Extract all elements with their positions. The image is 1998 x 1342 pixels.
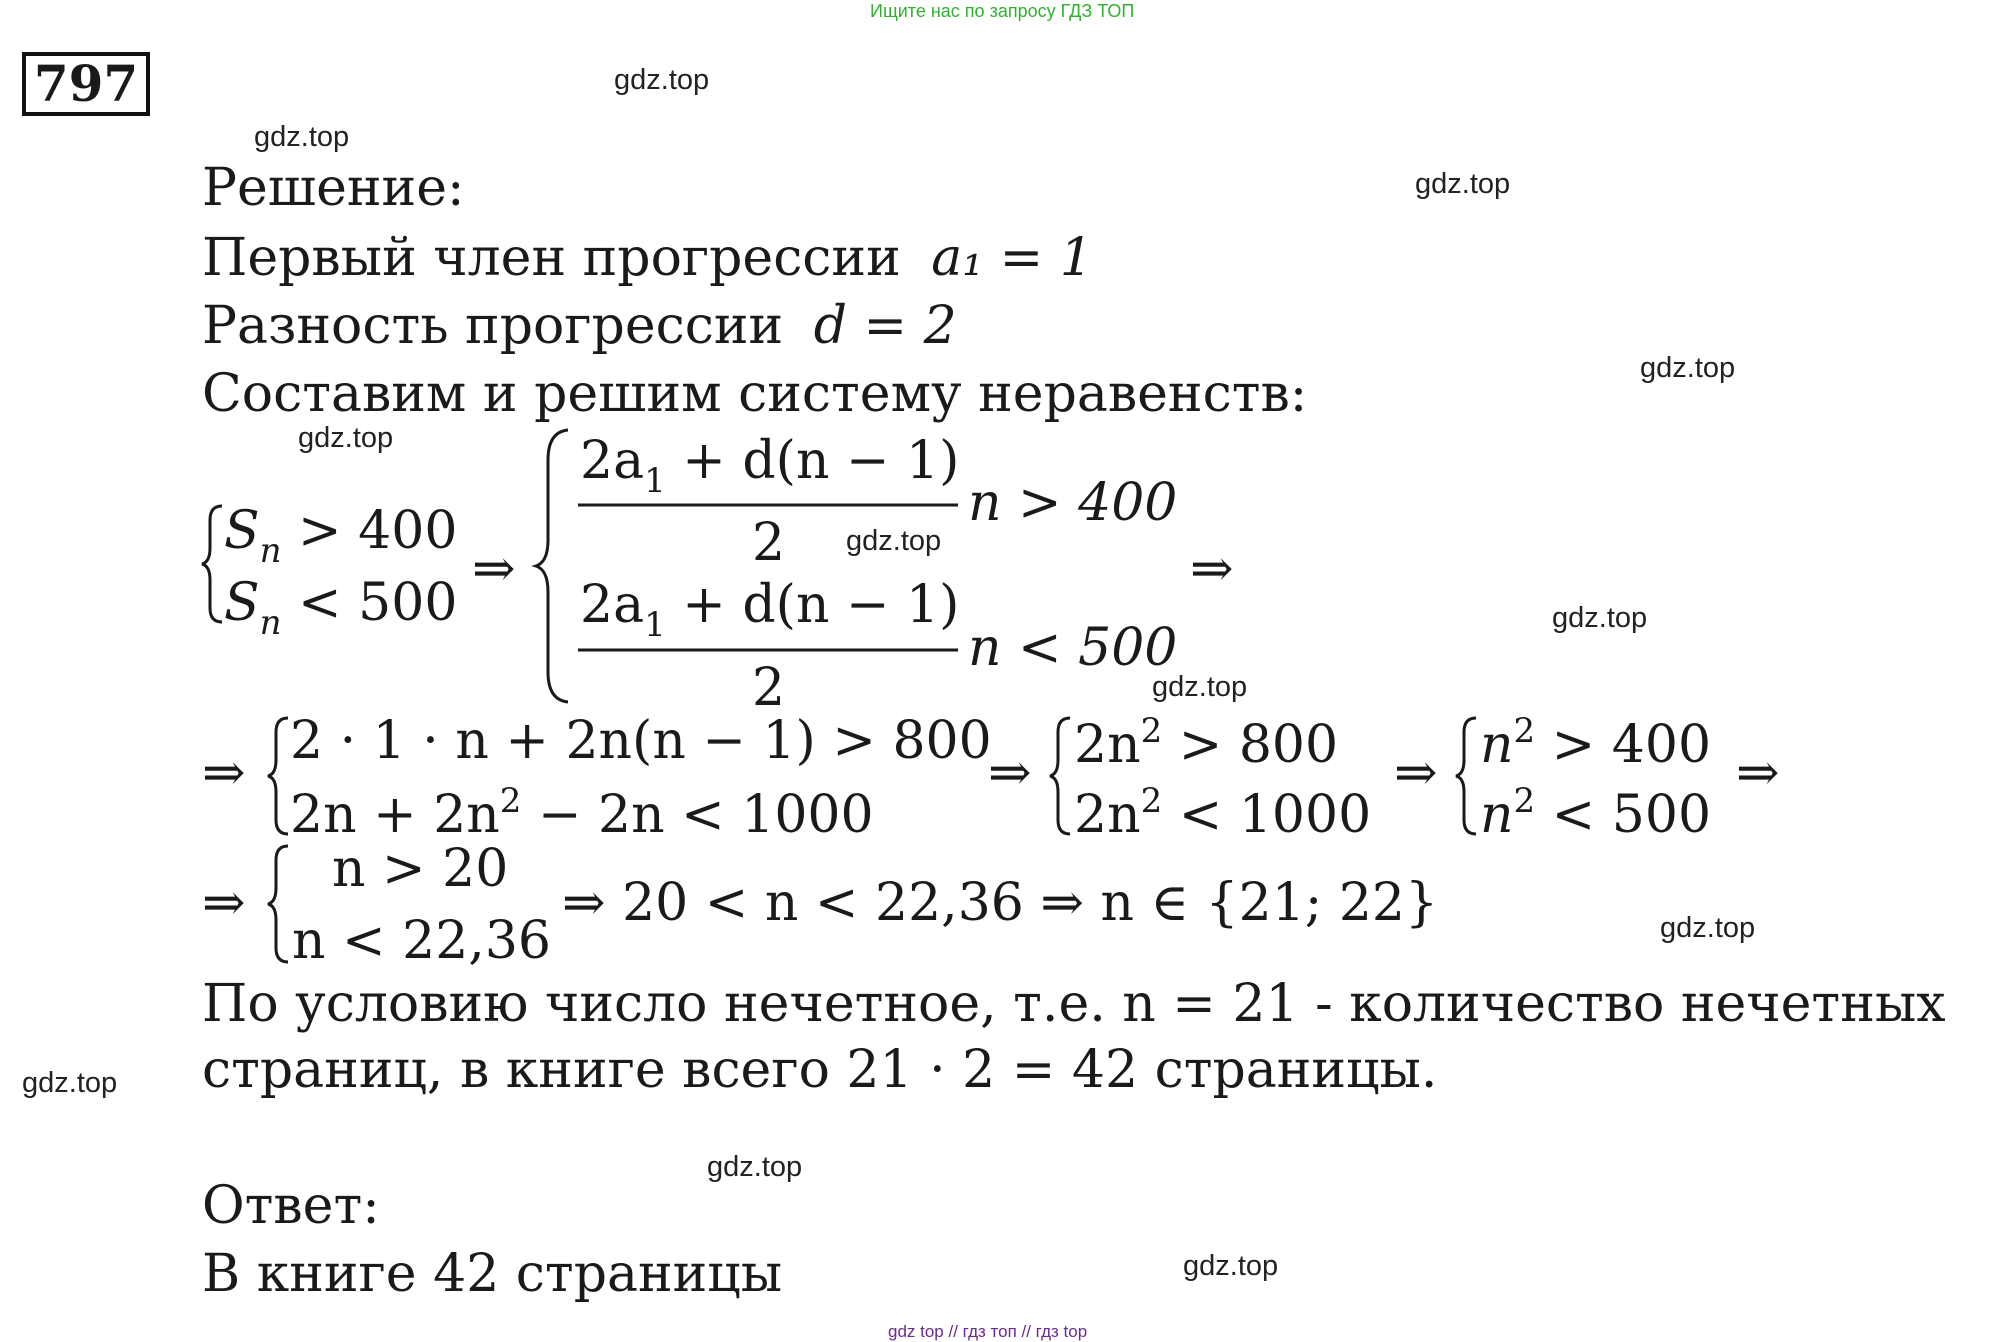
result-range: ⇒ 20 < n < 22,36 ⇒ n ∈ {21; 22} [562, 873, 1439, 933]
watermark: gdz.top [1415, 168, 1511, 200]
watermark: gdz.top [22, 1067, 118, 1099]
system3-line1: $2n^2 > 800$ [1074, 711, 1339, 775]
brace-left [1050, 718, 1070, 834]
system2-line1: 2 · 1 · n + 2n(n − 1) > 800 [290, 711, 992, 771]
watermark: gdz.top [1183, 1250, 1279, 1282]
fraction1-rhs: n > 400 [968, 473, 1178, 533]
system3-line2: $2n^2 < 1000$ [1074, 781, 1372, 845]
conclusion-line2: страниц, в книге всего 21 · 2 = 42 страницы. [202, 1040, 1438, 1100]
system1-line1: $S_n > 400$ [224, 501, 458, 571]
implies-arrow: ⇒ [1190, 539, 1234, 599]
implies-arrow: ⇒ [988, 743, 1032, 803]
implies-arrow: ⇒ [202, 873, 246, 933]
solution-heading: Решение: [202, 158, 465, 218]
brace-left [536, 430, 568, 702]
answer-heading: Ответ: [202, 1176, 380, 1236]
watermark: gdz.top [1660, 912, 1756, 944]
footer-links[interactable]: gdz top // гдз топ // гдз top [888, 1322, 1088, 1341]
answer-text: В книге 42 страницы [202, 1244, 783, 1304]
conclusion-line1: По условию число нечетное, т.е. n = 21 - количество нечетных [202, 974, 1946, 1034]
task-number: 797 [22, 52, 150, 116]
system5-line2: n < 22,36 [292, 911, 551, 971]
system-intro: Составим и решим систему неравенств: [202, 364, 1308, 424]
fraction2-rhs: n < 500 [968, 618, 1178, 678]
implies-arrow: ⇒ [1736, 743, 1780, 803]
implies-arrow: ⇒ [202, 743, 246, 803]
system4-line2: $n^2 < 500$ [1480, 781, 1712, 845]
watermark: gdz.top [1152, 671, 1248, 703]
system5-line1: n > 20 [332, 839, 509, 899]
watermark: gdz.top [298, 422, 394, 454]
system1-line2: $S_n < 500$ [224, 573, 458, 643]
difference-text: Разность прогрессии [202, 296, 784, 356]
watermark: gdz.top [707, 1151, 803, 1183]
fraction1-denominator: 2 [752, 513, 786, 573]
system2-line2: $2n + 2n^2 - 2n < 1000$ [290, 781, 874, 845]
watermark: gdz.top [1640, 352, 1736, 384]
watermark: gdz.top [254, 121, 350, 153]
brace-left [1456, 718, 1476, 834]
first-term-text: Первый член прогрессии [202, 228, 901, 288]
difference-formula: d = 2 [813, 296, 957, 356]
implies-arrow: ⇒ [472, 539, 516, 599]
brace-left [268, 718, 288, 834]
brace-left [202, 506, 222, 622]
watermark: gdz.top [1552, 602, 1648, 634]
watermark: gdz.top [846, 525, 942, 557]
fraction2-denominator: 2 [752, 658, 786, 718]
fraction1-numerator: $2a_1 + d(n - 1)$ [580, 431, 960, 501]
fraction2-numerator: $2a_1 + d(n - 1)$ [580, 575, 960, 645]
implies-arrow: ⇒ [1394, 743, 1438, 803]
top-ad-text[interactable]: Ищите нас по запросу ГДЗ ТОП [870, 1, 1135, 21]
system4-line1: $n^2 > 400$ [1480, 711, 1712, 775]
brace-left [268, 846, 288, 962]
watermark: gdz.top [614, 64, 710, 96]
first-term-formula: a₁ = 1 [931, 228, 1093, 288]
